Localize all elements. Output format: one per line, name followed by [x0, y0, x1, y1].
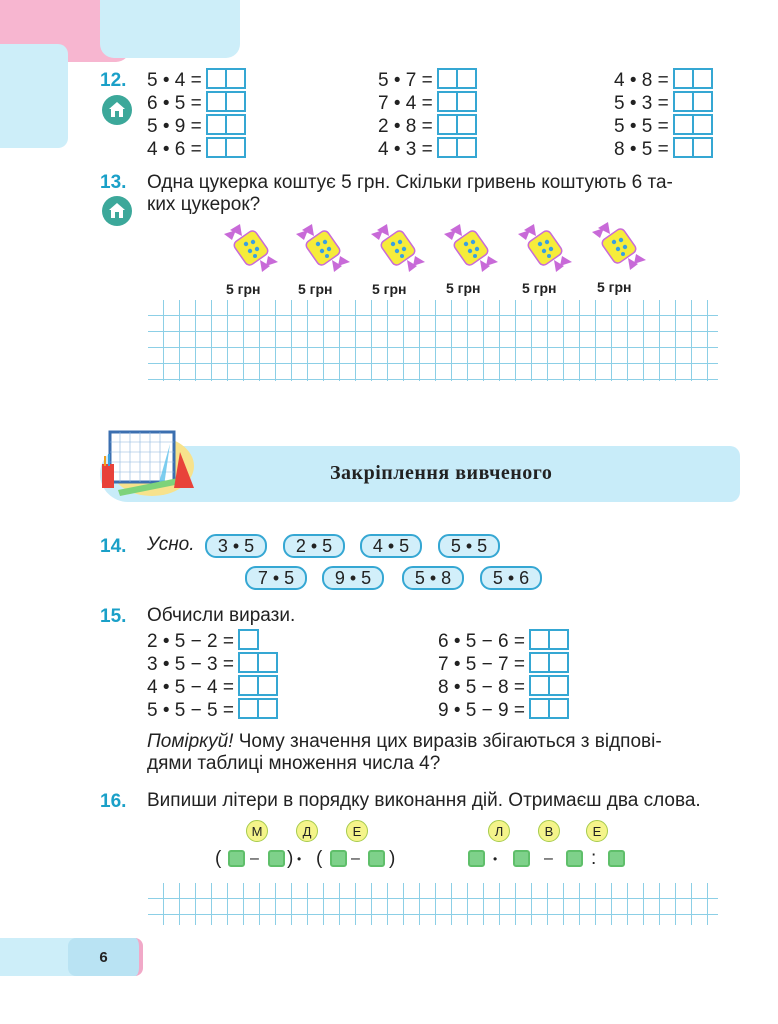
expression-row — [147, 68, 246, 91]
answer-boxes[interactable] — [437, 137, 477, 158]
exercise-15-number: 15. — [100, 606, 127, 627]
corner-decoration-blue — [100, 0, 240, 58]
think-question-line-1 — [147, 731, 662, 753]
candy-price: 5 грн — [226, 281, 261, 297]
expression-row — [438, 652, 569, 675]
answer-boxes[interactable] — [529, 698, 569, 719]
candy-icon — [222, 220, 280, 281]
letter-circle: Д — [296, 820, 318, 842]
expression: 4 • 8 = — [614, 70, 669, 91]
minus-sign: – — [544, 850, 553, 867]
green-answer-box[interactable] — [368, 850, 385, 867]
candy-price: 5 грн — [298, 281, 333, 297]
ex12-column-2 — [378, 68, 477, 160]
expression-row — [147, 629, 278, 652]
expression: 5 • 3 = — [614, 93, 669, 114]
answer-boxes[interactable] — [206, 114, 246, 135]
expression-row — [614, 137, 713, 160]
expression-pill: 4 • 5 — [360, 534, 422, 558]
green-answer-box[interactable] — [268, 850, 285, 867]
answer-boxes[interactable] — [238, 698, 278, 719]
exercise-15-title: Обчисли вирази. — [147, 605, 296, 626]
expression-row — [438, 675, 569, 698]
ex12-column-3 — [614, 68, 713, 160]
answer-boxes[interactable] — [437, 114, 477, 135]
expression-row — [438, 698, 569, 721]
candy-price: 5 грн — [522, 280, 557, 296]
expression: 5 • 7 = — [378, 70, 433, 91]
expression-pill: 5 • 5 — [438, 534, 500, 558]
expression: 7 • 4 = — [378, 93, 433, 114]
exercise-13-text-line-1: Одна цукерка коштує 5 грн. Скільки гривень коштують 6 та- — [147, 172, 673, 193]
expression-row — [147, 137, 246, 160]
candy-icon — [516, 220, 574, 281]
expression: 7 • 5 − 7 = — [438, 654, 525, 675]
letter-circle: Л — [488, 820, 510, 842]
exercise-13-number: 13. — [100, 172, 127, 193]
expression: 6 • 5 − 6 = — [438, 631, 525, 652]
green-answer-box[interactable] — [566, 850, 583, 867]
ex15-right-column — [438, 629, 569, 721]
expression-pill: 3 • 5 — [205, 534, 267, 558]
colon-sign: : — [591, 848, 597, 869]
expression: 4 • 5 − 4 = — [147, 677, 234, 698]
green-answer-box[interactable] — [513, 850, 530, 867]
think-question-line-2: дями таблиці множення числа 4? — [147, 753, 441, 774]
answer-boxes[interactable] — [437, 68, 477, 89]
expression-row — [378, 91, 477, 114]
answer-boxes[interactable] — [238, 629, 259, 650]
expression-row — [147, 652, 278, 675]
think-label: Поміркуй! — [147, 731, 234, 752]
candy-icon — [442, 220, 500, 281]
multiply-dot: • — [493, 852, 498, 866]
expression-pill: 5 • 8 — [402, 566, 464, 590]
exercise-16-number: 16. — [100, 791, 127, 812]
ex15-left-column — [147, 629, 278, 721]
candy-price: 5 грн — [372, 281, 407, 297]
think-text: Чому значення цих виразів збігаються з відпові- — [233, 731, 662, 752]
exercise-12-number: 12. — [100, 70, 127, 91]
answer-boxes[interactable] — [238, 652, 278, 673]
letter-circle: Е — [586, 820, 608, 842]
expression-row — [378, 137, 477, 160]
expression: 5 • 5 − 5 = — [147, 700, 234, 721]
answer-boxes[interactable] — [206, 68, 246, 89]
expression-row — [147, 114, 246, 137]
multiply-dot: • — [297, 852, 302, 866]
expression-pill: 7 • 5 — [245, 566, 307, 590]
answer-boxes[interactable] — [238, 675, 278, 696]
left-margin-decoration — [0, 44, 68, 148]
paren-close: ) — [287, 848, 294, 869]
expression-row — [147, 675, 278, 698]
expression: 4 • 6 = — [147, 139, 202, 160]
paren-open: ( — [215, 848, 222, 869]
expression-row — [378, 114, 477, 137]
paren-open: ( — [316, 848, 323, 869]
paren-close: ) — [389, 848, 396, 869]
answer-boxes[interactable] — [673, 68, 713, 89]
expression-row — [147, 91, 246, 114]
ex12-column-1 — [147, 68, 246, 160]
green-answer-box[interactable] — [608, 850, 625, 867]
expression: 2 • 5 − 2 = — [147, 631, 234, 652]
answer-boxes[interactable] — [529, 675, 569, 696]
expression: 4 • 3 = — [378, 139, 433, 160]
green-answer-box[interactable] — [228, 850, 245, 867]
expression: 3 • 5 − 3 = — [147, 654, 234, 675]
answer-boxes[interactable] — [529, 652, 569, 673]
letter-circle: Е — [346, 820, 368, 842]
exercise-16-text: Випиши літери в порядку виконання дій. Отримаєш два слова. — [147, 790, 701, 811]
answer-boxes[interactable] — [206, 91, 246, 112]
exercise-14-number: 14. — [100, 536, 127, 557]
candy-price: 5 грн — [446, 280, 481, 296]
expression-row — [147, 698, 278, 721]
answer-boxes[interactable] — [673, 137, 713, 158]
answer-grid[interactable] — [148, 300, 718, 381]
expression-pill: 5 • 6 — [480, 566, 542, 590]
expression-pill: 2 • 5 — [283, 534, 345, 558]
home-icon — [102, 95, 132, 125]
expression: 8 • 5 = — [614, 139, 669, 160]
expression: 8 • 5 − 8 = — [438, 677, 525, 698]
answer-grid[interactable] — [148, 883, 718, 925]
answer-boxes[interactable] — [437, 91, 477, 112]
expression: 9 • 5 − 9 = — [438, 700, 525, 721]
expression: 2 • 8 = — [378, 116, 433, 137]
letter-circle: В — [538, 820, 560, 842]
exercise-13-text-line-2: ких цукерок? — [147, 194, 261, 215]
expression-row — [378, 68, 477, 91]
candy-icon — [590, 218, 648, 279]
answer-boxes[interactable] — [529, 629, 569, 650]
home-icon — [102, 196, 132, 226]
expression-pill: 9 • 5 — [322, 566, 384, 590]
letter-circle: М — [246, 820, 268, 842]
expression-row — [614, 91, 713, 114]
section-title: Закріплення вивченого — [330, 462, 553, 484]
candy-icon — [294, 220, 352, 281]
minus-sign: – — [351, 850, 360, 867]
expression: 6 • 5 = — [147, 93, 202, 114]
green-answer-box[interactable] — [468, 850, 485, 867]
answer-boxes[interactable] — [673, 91, 713, 112]
answer-boxes[interactable] — [673, 114, 713, 135]
expression-row — [614, 68, 713, 91]
expression: 5 • 5 = — [614, 116, 669, 137]
expression: 5 • 4 = — [147, 70, 202, 91]
green-answer-box[interactable] — [330, 850, 347, 867]
candy-icon — [369, 220, 427, 281]
page-number: 6 — [68, 938, 143, 976]
expression-row — [438, 629, 569, 652]
expression-row — [614, 114, 713, 137]
answer-boxes[interactable] — [206, 137, 246, 158]
candy-price: 5 грн — [597, 279, 632, 295]
exercise-14-label: Усно. — [147, 534, 195, 555]
minus-sign: – — [250, 850, 259, 867]
expression: 5 • 9 = — [147, 116, 202, 137]
classroom-board-icon — [98, 428, 198, 505]
